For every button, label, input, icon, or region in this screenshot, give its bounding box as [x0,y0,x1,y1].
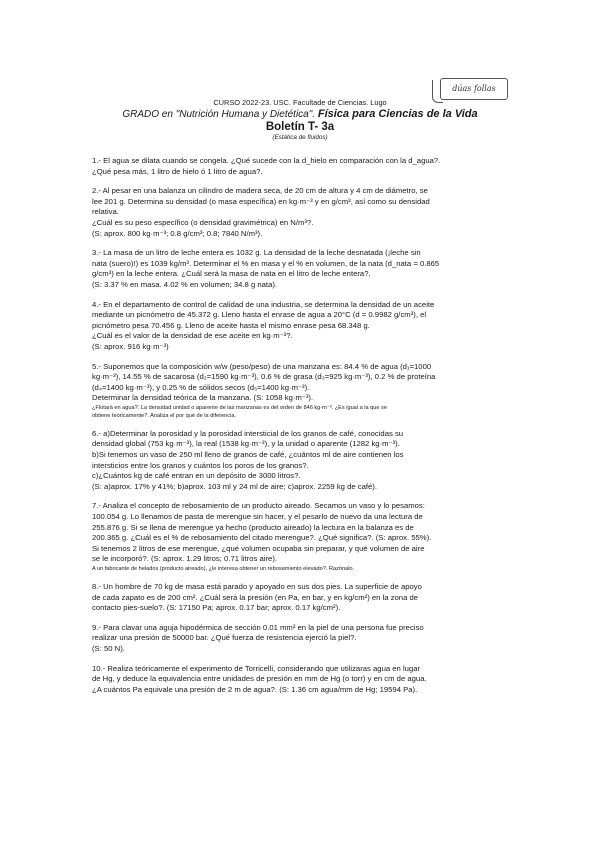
problem-line: c)¿Cuántos kg de café entran en un depósito de 3000 litros?. [92,471,301,481]
problem-line: 100.054 g. Lo llenamos de pasta de merengue sin hacer, y el pesarlo de nuevo da una lectura de [92,512,423,522]
problem-line: de cada zapato es de 200 cm². ¿Cuál será la presión (en Pa, en bar, y en kg/cm²) en la zona de [92,592,419,602]
problem-line: relativa. [92,207,119,217]
problem-solution: (S: 50 N). [92,643,125,653]
grado-line [90,108,510,121]
problem-note: obtiene teóricamente?. Analiza el por qué de la diferencia. [92,412,236,419]
problem-3 [92,248,520,290]
problem-9 [92,623,520,655]
problem-line: 7.- Analiza el concepto de rebosamiento de un producto aireado. Secamos un vaso y lo pesamos: [92,501,425,511]
problem-solution: contacto pies-suelo?. (S: 17150 Pa; aprox. 0.17 bar; aprox. 0.17 kg/cm²). [92,603,341,613]
problem-line: 2.- Al pesar en una balanza un cilindro de madera seca, de 20 cm de altura y 4 cm de diámetro, se [92,186,428,196]
problem-line: 6.- a)Determinar la porosidad y la porosidad intersticial de los granos de café, conocidas su [92,428,404,438]
problem-line: ¿Cuál es el valor de la densidad de ese aceite en kg·m⁻³?. [92,331,293,341]
problem-line: 8.- Un hombre de 70 kg de masa está parado y apoyado en sus dos pies. La superficie de apoyo [92,582,422,591]
problem-line: ¿Qué pesa más, 1 litro de hielo ó 1 litro de agua?. [92,166,263,176]
problems-list [92,156,520,695]
problem-line: mediante un picnómetro de 45.372 g. Lleno hasta el enrase de agua a 20°C (d = 0.9982 g/cm³), el [92,310,427,320]
problem-line: intersticios entre los granos y cuántos los poros de los granos?. [92,460,309,470]
problem-solution: (S: aprox. 800 kg·m⁻³; 0.8 g/cm³; 0.8; 7840 N/m³). [92,228,263,238]
problem-line: lee 201 g. Determina su densidad (o masa específica) en kg·m⁻³ y en g/cm³, así como su densidad [92,196,430,206]
problem-line: 1.- El agua se dilata cuando se congela. ¿Qué sucede con la d_hielo en comparación con la d_agua?. [92,156,441,165]
problem-line: nata (suero)!) es 1039 kg/m³. Determinar el % en masa y el % en volumen, de la nata (d_nata = 0.865 [92,258,440,268]
grado-prefix: GRADO en "Nutrición Humana y Dietética". [122,109,316,120]
problem-6 [92,429,520,493]
problem-line: Si tenemos 2 litros de ese merengue, ¿qué volumen ocupaba sin preparar, y qué volumen de aire [92,543,425,553]
problem-4 [92,300,520,353]
problem-1 [92,156,520,177]
problem-line: (d₄=1400 kg·m⁻³), y 0.25 % de sólidos secos (d₅=1400 kg·m⁻³). [92,382,310,392]
problem-line: g/cm³) en la leche entera. ¿Cuál será la masa de nata en el litro de leche entera?. [92,269,371,279]
problem-line: 255.876 g. Si se llena de merengue ya hecho (producto aireado) la lectura en la balanza es de [92,522,414,532]
problem-line: 3.- La masa de un litro de leche entera es 1032 g. La densidad de la leche desnatada (¡leche sin [92,248,421,258]
grado-subject: Física para Ciencias de la Vida [317,108,478,120]
problem-line: densidad global (753 kg·m⁻³), la real (1538 kg·m⁻³), y la unidad o aparente (1282 kg·m⁻³). [92,439,400,449]
problem-line: 4.- En el departamento de control de calidad de una industria, se determina la densidad de un aceite [92,299,435,309]
problem-solution: (S: a)aprox. 17% y 41%; b)aprox. 103 ml y 24 ml de aire; c)aprox. 2259 kg de café). [92,481,378,491]
document-header [90,98,510,142]
problem-5 [92,362,520,420]
problem-line: b)Si tenemos un vaso de 250 ml lleno de granos de café, ¿cuántos ml de aire contienen los [92,450,404,460]
boletin-subtitle: (Estática de fluidos) [272,134,328,141]
problem-solution: (S: 3.37 % en masa. 4.02 % en volumen; 34.8 g nata). [92,279,278,289]
problem-solution: ¿A cuántos Pa equivale una presión de 2 m de agua?. (S: 1.36 cm agua/mm de Hg; 19594 Pa). [92,684,418,694]
problem-line: realizar una presión de 50000 bar. ¿Qué fuerza de resistencia ejerció la piel?. [92,633,357,643]
course-line: CURSO 2022-23. USC. Facultade de Ciencias. Lugo [213,98,387,107]
problem-line: 5.- Suponemos que la composición w/w (peso/peso) de una manzana es: 84.4 % de agua (d₁=1000 [92,361,432,371]
problem-note: A un fabricante de helados (producto aireado), ¿le interesa obtener un rebosamiento elevado?. Razónalo. [92,566,355,572]
problem-line: picnómetro pesa 70.456 g. Lleno de aceite hasta el mismo enrase pesa 68.348 g. [92,320,370,330]
problem-line: 10.- Realiza teóricamente el experimento de Torricelli, considerando que utilizaras agua en lugar [92,663,421,673]
problem-8 [92,582,520,614]
problem-solution: se le incorporó?. (S: aprox. 1.29 litros; 0.71 litros aire). [92,554,278,564]
problem-line: de Hg, y deduce la equivalencia entre unidades de presión en mm de Hg (o torr) y en cm de agua. [92,674,427,684]
problem-note: ¿Flotará en agua?. La densidad unidad o aparente de las manzanas es del orden de 846 kg·m⁻³. ¿Es igual a la que se [92,404,387,411]
problem-line: kg·m⁻³), 14.55 % de sacarosa (d₂=1590 kg·m⁻³), 0.6 % de grasa (d₃=925 kg·m⁻³), 0.2 % de proteína [92,372,436,382]
problem-2 [92,186,520,239]
handwritten-note: dúas follas [440,78,508,100]
problem-line: ¿Cuál es su peso específico (o densidad gravimétrica) en N/m³?. [92,217,314,227]
problem-solution: (S: aprox. 916 kg·m⁻³) [92,341,169,351]
problem-line: Determinar la densidad teórica de la manzana. (S: 1058 kg·m⁻³). [92,393,314,403]
problem-7 [92,501,520,573]
problem-10 [92,664,520,696]
problem-line: 9.- Para clavar una aguja hipodérmica de sección 0.01 mm² en la piel de una persona fue preciso [92,622,424,632]
boletin-title: Boletín T- 3a [265,121,335,133]
problem-line: 200.365 g. ¿Cuál es el % de rebosamiento del citado merengue?. ¿Qué significa?. (S: aprox. 55%). [92,533,432,543]
